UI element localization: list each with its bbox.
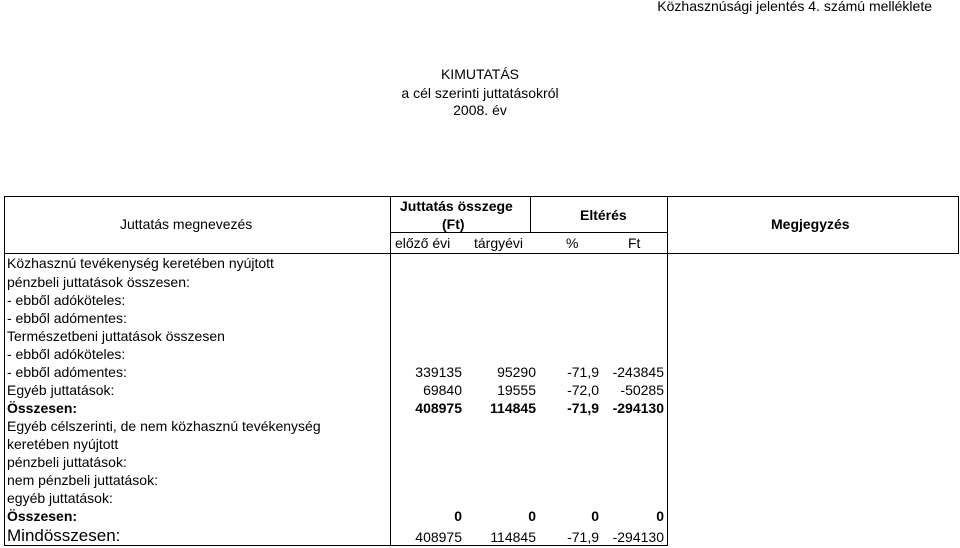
table-row — [0, 363, 960, 381]
row-curr-value: 95290 — [497, 364, 536, 380]
header-left-border — [4, 196, 5, 254]
row-curr-value: 0 — [528, 508, 536, 524]
table-row — [0, 453, 960, 471]
table-row — [0, 381, 960, 399]
row-ft-value: -243845 — [612, 364, 664, 380]
row-prev-value: 408975 — [415, 400, 462, 416]
row-ft-value: -294130 — [612, 529, 664, 545]
subheader-ft: Ft — [628, 235, 641, 251]
subheader-pct: % — [566, 235, 579, 251]
row-label: Közhasznú tevékenység keretében nyújtott — [7, 255, 274, 271]
title-subtitle: a cél szerinti juttatásokról — [401, 85, 559, 101]
row-label: keretében nyújtott — [7, 436, 119, 452]
header-top-border — [4, 196, 958, 197]
table-row — [0, 507, 960, 525]
row-label: pénzbeli juttatások: — [7, 454, 127, 470]
row-label: - ebből adómentes: — [7, 310, 127, 326]
subheader-line — [390, 232, 667, 233]
row-prev-value: 69840 — [423, 382, 462, 398]
table-row — [0, 489, 960, 507]
row-prev-value: 408975 — [415, 529, 462, 545]
table-row — [0, 399, 960, 417]
row-ft-value: 0 — [656, 508, 664, 524]
row-label: Egyéb célszerinti, de nem közhasznú tevékenység — [7, 418, 321, 434]
subheader-curr: tárgyévi — [474, 235, 524, 251]
row-pct-value: -71,9 — [567, 529, 599, 545]
row-label: - ebből adómentes: — [7, 364, 127, 380]
header-diff: Eltérés — [580, 207, 627, 223]
table-row — [0, 435, 960, 453]
row-pct-value: 0 — [591, 508, 599, 524]
row-label: egyéb juttatások: — [7, 490, 113, 506]
subheader-prev: előző évi — [395, 235, 451, 251]
row-prev-value: 0 — [454, 508, 462, 524]
appendix-label: Közhasznúsági jelentés 4. számú melléklete — [657, 0, 932, 14]
header-amount-unit: (Ft) — [442, 216, 465, 232]
row-label: nem pénzbeli juttatások: — [7, 472, 158, 488]
row-pct-value: -71,9 — [567, 400, 599, 416]
table-row — [0, 417, 960, 435]
row-label: Összesen: — [7, 400, 78, 416]
row-ft-value: -294130 — [612, 400, 664, 416]
row-label: - ebből adóköteles: — [7, 346, 126, 362]
row-label: Egyéb juttatások: — [7, 382, 115, 398]
row-curr-value: 19555 — [497, 382, 536, 398]
row-curr-value: 114845 — [490, 400, 536, 416]
row-prev-value: 339135 — [415, 364, 462, 380]
table-row — [0, 291, 960, 309]
table-row — [0, 254, 960, 272]
row-label: Összesen: — [7, 508, 78, 524]
row-pct-value: -72,0 — [567, 382, 599, 398]
row-label: Természetbeni juttatások összesen — [7, 328, 225, 344]
row-label: Mindösszesen: — [7, 526, 121, 545]
header-right-border — [958, 196, 959, 254]
row-curr-value: 114845 — [490, 529, 536, 545]
title-kimutatas: KIMUTATÁS — [440, 66, 520, 82]
row-label: pénzbeli juttatások összesen: — [7, 274, 190, 290]
header-amount: Juttatás összege — [400, 198, 513, 214]
table-row — [0, 309, 960, 327]
header-name: Juttatás megnevezés — [120, 216, 253, 232]
title-year: 2008. év — [453, 102, 507, 118]
header-note: Megjegyzés — [771, 216, 850, 232]
row-label: - ebből adóköteles: — [7, 292, 126, 308]
table-row — [0, 471, 960, 489]
table-row — [0, 527, 960, 545]
table-row — [0, 273, 960, 291]
table-row — [0, 327, 960, 345]
row-ft-value: -50285 — [620, 382, 664, 398]
col-divider-amount-diff — [530, 196, 531, 232]
row-pct-value: -71,9 — [567, 364, 599, 380]
table-row — [0, 345, 960, 363]
